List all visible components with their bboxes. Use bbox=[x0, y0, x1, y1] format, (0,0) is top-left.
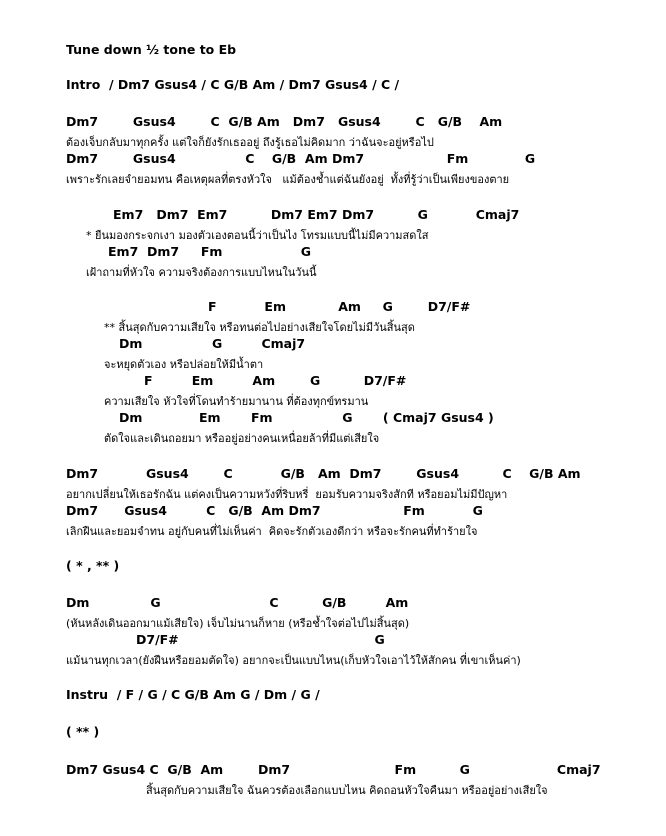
chorus-lyrics-2: จะหยุดตัวเอง หรือปล่อยให้มีน้ำตา bbox=[104, 358, 264, 371]
chorus-chords-1: F Em Am G D7/F# bbox=[208, 299, 471, 314]
prechorus-lyrics-2: เฝ้าถามที่หัวใจ ความจริงต้องการแบบไหนในวันนี้ bbox=[86, 266, 317, 279]
repeat-marker-1: ( * , ** ) bbox=[66, 558, 120, 573]
verse2-lyrics-2: เลิกฝืนและยอมจำทน อยู่กับคนที่ไม่เห็นค่า คิดจะรักตัวเองดีกว่า หรือจะรักคนที่ทำร้ายใจ bbox=[66, 525, 478, 538]
chorus-chords-2: Dm G Cmaj7 bbox=[119, 336, 306, 351]
outro-lyrics-1: สิ้นสุดกับความเสียใจ ฉันควรต้องเลือกแบบไหน คิดถอนหัวใจคืนมา หรืออยู่อย่างเสียใจ bbox=[146, 784, 548, 797]
chorus-lyrics-4: ตัดใจและเดินถอยมา หรืออยู่อย่างคนเหนื่อยล้าที่มีแต่เสียใจ bbox=[104, 432, 380, 445]
verse1-lyrics-2: เพราะรักเลยจำยอมทน คือเหตุผลที่ตรงหัวใจ แม้ต้องช้ำแต่ฉันยังอยู่ ทั้งที่รู้ว่าเป็นเพียงของตาย bbox=[66, 173, 510, 186]
bridge-chords-1: Dm G C G/B Am bbox=[66, 595, 409, 610]
prechorus-lyrics-1: * ยืนมองกระจกเงา มองตัวเองตอนนี้ว่าเป็นไง โทรมแบบนี้ไม่มีความสดใส bbox=[86, 229, 429, 242]
verse1-lyrics-1: ต้องเจ็บกลับมาทุกครั้ง แต่ใจก็ยังรักเธออยู่ ถึงรู้เธอไม่คิดมาก ว่าฉันจะอยู่หรือไป bbox=[66, 136, 434, 149]
intro-line: Intro / Dm7 Gsus4 / C G/B Am / Dm7 Gsus4 / C / bbox=[66, 77, 400, 92]
prechorus-chords-2: Em7 Dm7 Fm G bbox=[108, 244, 311, 259]
verse2-chords-1: Dm7 Gsus4 C G/B Am Dm7 Gsus4 C G/B Am bbox=[66, 466, 581, 481]
bridge-chords-2: D7/F# G bbox=[136, 632, 385, 647]
chorus-lyrics-1: ** สิ้นสุดกับความเสียใจ หรือทนต่อไปอย่างเสียใจโดยไม่มีวันสิ้นสุด bbox=[104, 321, 415, 334]
verse2-chords-2: Dm7 Gsus4 C G/B Am Dm7 Fm G bbox=[66, 503, 483, 518]
bridge-lyrics-2: แม้นานทุกเวลา(ยังฝืนหรือยอมตัดใจ) อยากจะเป็นแบบไหน(เก็บหัวใจเอาไว้ให้สักคน ที่เขาเห็นค่า) bbox=[66, 654, 521, 667]
chorus-chords-3: F Em Am G D7/F# bbox=[144, 373, 407, 388]
verse1-chords-1: Dm7 Gsus4 C G/B Am Dm7 Gsus4 C G/B Am bbox=[66, 114, 503, 129]
outro-chords-1: Dm7 Gsus4 C G/B Am Dm7 Fm G Cmaj7 bbox=[66, 762, 601, 777]
instrumental-line: Instru / F / G / C G/B Am G / Dm / G / bbox=[66, 687, 320, 702]
chorus-chords-4: Dm Em Fm G ( Cmaj7 Gsus4 ) bbox=[119, 410, 494, 425]
tuning-note: Tune down ½ tone to Eb bbox=[66, 42, 237, 57]
verse2-lyrics-1: อยากเปลี่ยนให้เธอรักฉัน แต่คงเป็นความหวังที่ริบหรี่ ยอมรับความจริงสักที หรือยอมไม่มีปัญหา bbox=[66, 488, 508, 501]
repeat-marker-2: ( ** ) bbox=[66, 724, 100, 739]
prechorus-chords-1: Em7 Dm7 Em7 Dm7 Em7 Dm7 G Cmaj7 bbox=[113, 207, 520, 222]
verse1-chords-2: Dm7 Gsus4 C G/B Am Dm7 Fm G bbox=[66, 151, 536, 166]
bridge-lyrics-1: (หันหลังเดินออกมาแม้เสียใจ) เจ็บไม่นานก็หาย (หรือช้ำใจต่อไปไม่สิ้นสุด) bbox=[66, 617, 410, 630]
chorus-lyrics-3: ความเสียใจ หัวใจที่โดนทำร้ายมานาน ที่ต้องทุกข์ทรมาน bbox=[104, 395, 369, 408]
